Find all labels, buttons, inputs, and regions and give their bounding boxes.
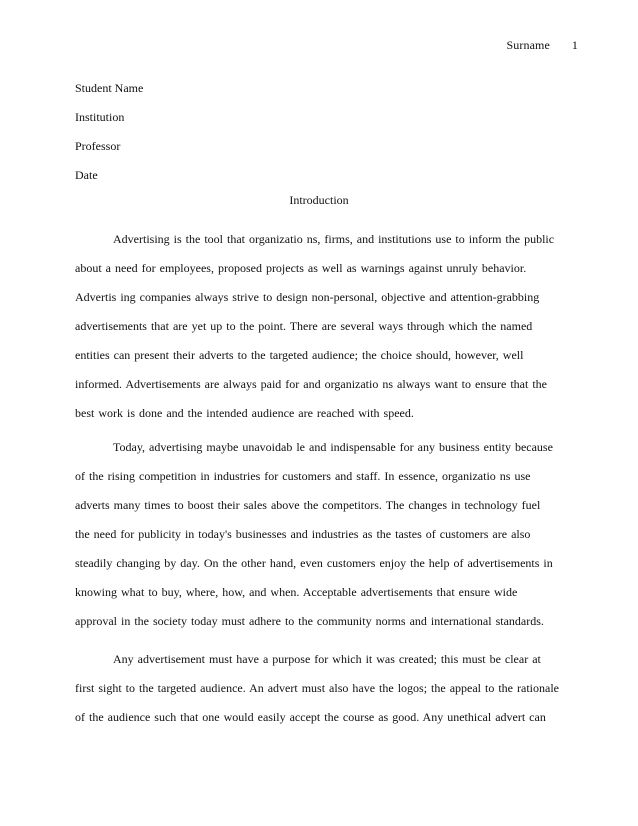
paragraph-line: Any advertisement must have a purpose for which it was created; this must be clear at bbox=[113, 652, 541, 666]
paragraph-line: Today, advertising maybe unavoidab le and indispensable for any business entity because bbox=[113, 440, 553, 454]
paragraph-line: advertisements that are yet up to the point. There are several ways through which the named bbox=[75, 319, 533, 333]
paragraph-line: about a need for employees, proposed projects as well as warnings against unruly behavior. bbox=[75, 261, 527, 275]
section-title: Introduction bbox=[289, 193, 349, 207]
paragraph-1 bbox=[75, 225, 565, 428]
paragraph-line: best work is done and the intended audience are reached with speed. bbox=[75, 406, 414, 420]
paragraph-line: entities can present their adverts to the targeted audience; the choice should, however, well bbox=[75, 348, 524, 362]
date: Date bbox=[75, 168, 98, 182]
paragraph-line: adverts many times to boost their sales above the competitors. The changes in technology fuel bbox=[75, 498, 541, 512]
paragraph-line: of the rising competition in industries for customers and staff. In essence, organizatio ns use bbox=[75, 469, 531, 483]
paragraph-line: first sight to the targeted audience. An advert must also have the logos; the appeal to the rationale bbox=[75, 681, 559, 695]
paragraph-line: Advertis ing companies always strive to design non-personal, objective and attention-grabbing bbox=[75, 290, 540, 304]
paragraph-2 bbox=[75, 433, 565, 636]
institution: Institution bbox=[75, 110, 125, 124]
student-heading-block bbox=[75, 74, 143, 190]
professor: Professor bbox=[75, 139, 121, 153]
paragraph-line: informed. Advertisements are always paid for and organizatio ns always want to ensure that the bbox=[75, 377, 547, 391]
running-head-surname: Surname bbox=[506, 38, 550, 52]
paragraph-line: approval in the society today must adhere to the community norms and international standards. bbox=[75, 614, 544, 628]
paragraph-line: Advertising is the tool that organizatio ns, firms, and institutions use to inform the public bbox=[113, 232, 555, 246]
running-head bbox=[507, 38, 578, 53]
student-name: Student Name bbox=[75, 81, 144, 95]
paragraph-line: steadily changing by day. On the other hand, even customers enjoy the help of advertisements in bbox=[75, 556, 553, 570]
page-number: 1 bbox=[571, 38, 578, 52]
paragraph-line: knowing what to buy, where, how, and when. Acceptable advertisements that ensure wide bbox=[75, 585, 518, 599]
paragraph-line: the need for publicity in today's businesses and industries as the tastes of customers are also bbox=[75, 527, 531, 541]
paragraph-3 bbox=[75, 645, 565, 732]
paragraph-line: of the audience such that one would easily accept the course as good. Any unethical advert can bbox=[75, 710, 546, 724]
